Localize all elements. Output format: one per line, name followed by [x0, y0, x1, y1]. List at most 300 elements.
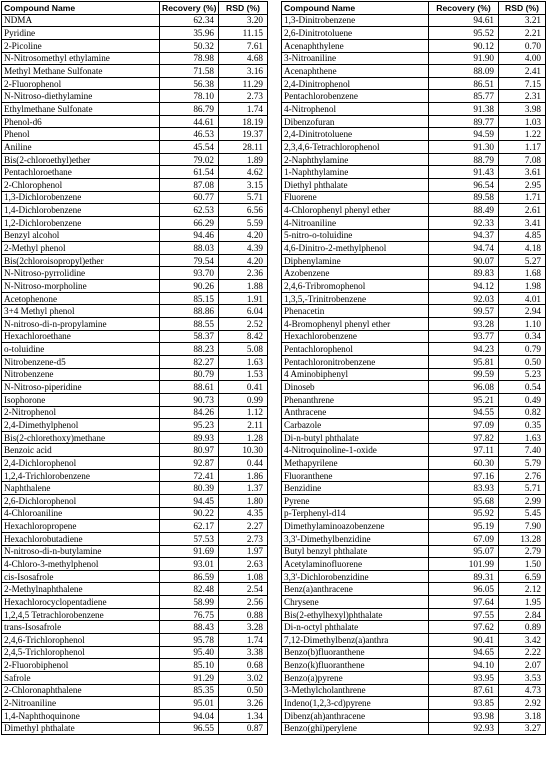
recovery-cell: 86.51: [429, 77, 499, 90]
table-row: [2, 709, 268, 722]
recovery-cell: 88.03: [160, 242, 219, 255]
recovery-cell: 93.70: [160, 267, 219, 280]
rsd-cell: 3.21: [499, 14, 546, 27]
compound-name-cell: 3-Methylcholanthrene: [282, 684, 429, 697]
compound-name-cell: N-Nitroso-piperidine: [2, 381, 160, 394]
rsd-cell: 2.11: [219, 419, 268, 432]
table-row: [2, 355, 268, 368]
compound-name-cell: N-nitroso-di-n-butylamine: [2, 545, 160, 558]
table-row: [2, 621, 268, 634]
compound-name-cell: 2,4,6-Tribromophenol: [282, 280, 429, 293]
table-row: [282, 52, 546, 65]
table-row: [2, 229, 268, 242]
rsd-cell: 1.97: [219, 545, 268, 558]
table-row: [282, 532, 546, 545]
rsd-cell: 4.20: [219, 254, 268, 267]
recovery-cell: 91.43: [429, 166, 499, 179]
rsd-header: RSD (%): [219, 2, 268, 15]
table-row: [2, 52, 268, 65]
rsd-cell: 5.27: [499, 254, 546, 267]
recovery-cell: 90.73: [160, 393, 219, 406]
rsd-cell: 2.07: [499, 659, 546, 672]
rsd-cell: 5.08: [219, 343, 268, 356]
rsd-cell: 1.89: [219, 153, 268, 166]
compound-name-cell: Bis(2-chloroethyl)ether: [2, 153, 160, 166]
table-row: [2, 520, 268, 533]
recovery-cell: 91.38: [429, 103, 499, 116]
rsd-cell: 1.80: [219, 494, 268, 507]
recovery-cell: 97.55: [429, 608, 499, 621]
rsd-cell: 7.61: [219, 39, 268, 52]
rsd-cell: 3.02: [219, 671, 268, 684]
recovery-cell: 94.12: [429, 280, 499, 293]
rsd-cell: 1.03: [499, 115, 546, 128]
rsd-cell: 7.40: [499, 444, 546, 457]
compound-name-cell: Dibenz(ah)anthracene: [282, 709, 429, 722]
table-row: [282, 381, 546, 394]
recovery-cell: 88.61: [160, 381, 219, 394]
compound-name-cell: Ethylmethane Sulfonate: [2, 103, 160, 116]
compound-name-cell: trans-Isosafrole: [2, 621, 160, 634]
rsd-cell: 4.62: [219, 166, 268, 179]
rsd-cell: 0.88: [219, 608, 268, 621]
table-row: [2, 242, 268, 255]
compound-name-cell: 2-Naphthylamine: [282, 153, 429, 166]
table-row: [2, 558, 268, 571]
rsd-cell: 1.17: [499, 141, 546, 154]
recovery-cell: 93.95: [429, 671, 499, 684]
table-row: [2, 191, 268, 204]
table-row: [282, 494, 546, 507]
table-row: [2, 77, 268, 90]
recovery-cell: 97.82: [429, 431, 499, 444]
rsd-cell: 2.21: [499, 27, 546, 40]
table-row: [282, 634, 546, 647]
compound-name-cell: Nitrobenzene: [2, 368, 160, 381]
rsd-cell: 2.94: [499, 305, 546, 318]
compound-name-cell: Chrysene: [282, 596, 429, 609]
rsd-cell: 1.50: [499, 558, 546, 571]
left-table-body: [2, 14, 268, 735]
rsd-cell: 1.34: [219, 709, 268, 722]
table-row: [282, 431, 546, 444]
compound-name-cell: Bis(2chloroisopropyl)ether: [2, 254, 160, 267]
rsd-cell: 0.79: [499, 343, 546, 356]
table-row: [2, 482, 268, 495]
rsd-cell: 1.22: [499, 128, 546, 141]
recovery-cell: 95.92: [429, 507, 499, 520]
recovery-cell: 90.22: [160, 507, 219, 520]
compound-name-cell: 2,3,4,6-Tetrachlorophenol: [282, 141, 429, 154]
recovery-cell: 50.32: [160, 39, 219, 52]
table-row: [282, 608, 546, 621]
compound-name-cell: Phenol: [2, 128, 160, 141]
compound-name-cell: 5-nitro-o-toluidine: [282, 229, 429, 242]
compound-name-cell: Benzo(b)fluoranthene: [282, 646, 429, 659]
compound-name-cell: 2-Chlorophenol: [2, 178, 160, 191]
compound-name-cell: Benzo(ghi)perylene: [282, 722, 429, 735]
rsd-cell: 0.41: [219, 381, 268, 394]
table-row: [2, 431, 268, 444]
compound-name-cell: 3,3'-Dichlorobenzidine: [282, 570, 429, 583]
table-row: [282, 305, 546, 318]
recovery-cell: 61.54: [160, 166, 219, 179]
compound-name-header: Compound Name: [2, 2, 160, 15]
table-row: [2, 254, 268, 267]
recovery-cell: 62.34: [160, 14, 219, 27]
rsd-cell: 11.15: [219, 27, 268, 40]
compound-name-cell: 2,4-Dinitrotoluene: [282, 128, 429, 141]
rsd-cell: 2.12: [499, 583, 546, 596]
table-row: [282, 406, 546, 419]
compound-name-cell: 3-Nitroaniline: [282, 52, 429, 65]
recovery-cell: 90.26: [160, 280, 219, 293]
rsd-cell: 5.59: [219, 216, 268, 229]
table-row: [282, 27, 546, 40]
recovery-cell: 92.33: [429, 216, 499, 229]
recovery-cell: 71.58: [160, 65, 219, 78]
compound-name-cell: Pyrene: [282, 494, 429, 507]
table-row: [2, 330, 268, 343]
rsd-cell: 28.11: [219, 141, 268, 154]
recovery-cell: 94.59: [429, 128, 499, 141]
rsd-cell: 0.35: [499, 419, 546, 432]
recovery-cell: 87.08: [160, 178, 219, 191]
table-row: [2, 722, 268, 735]
compound-name-cell: Acenaphthylene: [282, 39, 429, 52]
table-row: [282, 697, 546, 710]
compound-name-cell: Acetylaminofluorene: [282, 558, 429, 571]
compound-name-cell: Benzo(a)pyrene: [282, 671, 429, 684]
recovery-cell: 96.55: [160, 722, 219, 735]
compound-name-cell: Azobenzene: [282, 267, 429, 280]
compound-name-cell: Isophorone: [2, 393, 160, 406]
rsd-cell: 2.79: [499, 545, 546, 558]
recovery-cell: 92.93: [429, 722, 499, 735]
table-row: [282, 242, 546, 255]
rsd-cell: 4.20: [219, 229, 268, 242]
table-row: [2, 393, 268, 406]
recovery-cell: 46.53: [160, 128, 219, 141]
table-row: [2, 267, 268, 280]
table-row: [2, 545, 268, 558]
recovery-cell: 89.83: [429, 267, 499, 280]
compound-name-cell: 2,6-Dichlorophenol: [2, 494, 160, 507]
recovery-cell: 94.46: [160, 229, 219, 242]
compound-name-cell: 4-Chlorophenyl phenyl ether: [282, 204, 429, 217]
table-row: [282, 343, 546, 356]
table-row: [2, 419, 268, 432]
rsd-cell: 5.71: [499, 482, 546, 495]
rsd-cell: 1.68: [499, 267, 546, 280]
table-row: [282, 280, 546, 293]
rsd-cell: 3.98: [499, 103, 546, 116]
table-row: [2, 204, 268, 217]
recovery-cell: 89.31: [429, 570, 499, 583]
table-row: [2, 608, 268, 621]
rsd-cell: 3.42: [499, 634, 546, 647]
table-row: [2, 507, 268, 520]
table-row: [282, 204, 546, 217]
compound-name-cell: Dibenzofuran: [282, 115, 429, 128]
recovery-cell: 76.75: [160, 608, 219, 621]
compound-name-cell: 2,4,6-Trichlorophenol: [2, 634, 160, 647]
rsd-cell: 6.59: [499, 570, 546, 583]
compound-name-cell: Benzo(k)fluoranthene: [282, 659, 429, 672]
recovery-cell: 79.54: [160, 254, 219, 267]
recovery-cell: 97.62: [429, 621, 499, 634]
table-row: [2, 596, 268, 609]
compound-name-cell: cis-Isosafrole: [2, 570, 160, 583]
table-row: [282, 646, 546, 659]
rsd-cell: 11.29: [219, 77, 268, 90]
recovery-cell: 95.07: [429, 545, 499, 558]
table-row: [282, 520, 546, 533]
recovery-cell: 58.99: [160, 596, 219, 609]
rsd-cell: 0.82: [499, 406, 546, 419]
table-row: [2, 697, 268, 710]
recovery-cell: 85.10: [160, 659, 219, 672]
compound-name-cell: 4-Nitroquinoline-1-oxide: [282, 444, 429, 457]
recovery-cell: 83.93: [429, 482, 499, 495]
recovery-cell: 85.77: [429, 90, 499, 103]
recovery-cell: 93.01: [160, 558, 219, 571]
rsd-cell: 1.28: [219, 431, 268, 444]
rsd-cell: 0.89: [499, 621, 546, 634]
recovery-cell: 97.11: [429, 444, 499, 457]
rsd-cell: 3.18: [499, 709, 546, 722]
recovery-cell: 62.53: [160, 204, 219, 217]
rsd-cell: 0.87: [219, 722, 268, 735]
recovery-table-left: [1, 1, 268, 735]
rsd-cell: 1.95: [499, 596, 546, 609]
table-row: [2, 141, 268, 154]
table-row: [282, 621, 546, 634]
compound-name-cell: 2-Fluorophenol: [2, 77, 160, 90]
recovery-cell: 93.28: [429, 318, 499, 331]
rsd-cell: 0.50: [219, 684, 268, 697]
rsd-header: RSD (%): [499, 2, 546, 15]
rsd-cell: 4.35: [219, 507, 268, 520]
compound-name-cell: 4-Nitrophenol: [282, 103, 429, 116]
compound-name-cell: Acenaphthene: [282, 65, 429, 78]
table-row: [282, 153, 546, 166]
recovery-cell: 66.29: [160, 216, 219, 229]
rsd-cell: 3.20: [219, 14, 268, 27]
rsd-cell: 3.28: [219, 621, 268, 634]
recovery-header: Recovery (%): [429, 2, 499, 15]
table-row: [282, 545, 546, 558]
recovery-cell: 95.68: [429, 494, 499, 507]
compound-name-cell: Bis(2-ethylhexyl)phthalate: [282, 608, 429, 621]
compound-name-cell: N-Nitrosomethyl ethylamine: [2, 52, 160, 65]
table-row: [282, 583, 546, 596]
recovery-cell: 96.54: [429, 178, 499, 191]
recovery-cell: 79.02: [160, 153, 219, 166]
table-row: [2, 634, 268, 647]
recovery-cell: 88.55: [160, 318, 219, 331]
recovery-cell: 45.54: [160, 141, 219, 154]
recovery-cell: 84.26: [160, 406, 219, 419]
recovery-cell: 62.17: [160, 520, 219, 533]
recovery-table-right: [281, 1, 546, 735]
rsd-cell: 3.16: [219, 65, 268, 78]
table-row: [282, 103, 546, 116]
table-row: [2, 90, 268, 103]
table-row: [2, 684, 268, 697]
rsd-cell: 13.28: [499, 532, 546, 545]
compound-name-cell: Acetophenone: [2, 292, 160, 305]
table-row: [282, 570, 546, 583]
table-row: [2, 671, 268, 684]
rsd-cell: 1.74: [219, 103, 268, 116]
table-row: [282, 39, 546, 52]
rsd-cell: 4.39: [219, 242, 268, 255]
compound-name-cell: Phenacetin: [282, 305, 429, 318]
table-row: [2, 178, 268, 191]
rsd-cell: 1.91: [219, 292, 268, 305]
table-row: [282, 659, 546, 672]
table-row: [282, 469, 546, 482]
recovery-cell: 80.97: [160, 444, 219, 457]
recovery-cell: 101.99: [429, 558, 499, 571]
table-row: [282, 65, 546, 78]
table-row: [2, 27, 268, 40]
compound-name-cell: 2-Picoline: [2, 39, 160, 52]
compound-name-cell: Benz(a)anthracene: [282, 583, 429, 596]
compound-name-cell: N-nitroso-di-n-propylamine: [2, 318, 160, 331]
table-row: [2, 406, 268, 419]
recovery-cell: 87.61: [429, 684, 499, 697]
table-row: [2, 103, 268, 116]
rsd-cell: 3.38: [219, 646, 268, 659]
rsd-cell: 2.92: [499, 697, 546, 710]
rsd-cell: 4.00: [499, 52, 546, 65]
compound-name-cell: Dimethylaminoazobenzene: [282, 520, 429, 533]
rsd-cell: 0.68: [219, 659, 268, 672]
compound-name-cell: Benzidine: [282, 482, 429, 495]
table-row: [282, 457, 546, 470]
compound-name-cell: 4-Chloroaniline: [2, 507, 160, 520]
compound-name-cell: 1,4-Naphthoquinone: [2, 709, 160, 722]
rsd-cell: 3.27: [499, 722, 546, 735]
recovery-cell: 72.41: [160, 469, 219, 482]
table-row: [2, 216, 268, 229]
recovery-cell: 88.49: [429, 204, 499, 217]
rsd-cell: 1.37: [219, 482, 268, 495]
compound-name-cell: 2-Chloronaphthalene: [2, 684, 160, 697]
compound-name-cell: 2-Fluorobiphenol: [2, 659, 160, 672]
rsd-cell: 4.73: [499, 684, 546, 697]
table-row: [282, 141, 546, 154]
recovery-cell: 82.27: [160, 355, 219, 368]
recovery-cell: 86.79: [160, 103, 219, 116]
rsd-cell: 2.56: [219, 596, 268, 609]
rsd-cell: 0.70: [499, 39, 546, 52]
recovery-cell: 97.16: [429, 469, 499, 482]
compound-name-cell: 2-Methyl phenol: [2, 242, 160, 255]
recovery-cell: 94.04: [160, 709, 219, 722]
rsd-cell: 1.88: [219, 280, 268, 293]
compound-name-cell: Carbazole: [282, 419, 429, 432]
rsd-cell: 1.98: [499, 280, 546, 293]
rsd-cell: 7.08: [499, 153, 546, 166]
recovery-cell: 88.43: [160, 621, 219, 634]
recovery-cell: 93.85: [429, 697, 499, 710]
recovery-cell: 97.64: [429, 596, 499, 609]
table-row: [2, 532, 268, 545]
compound-name-cell: Benzoic acid: [2, 444, 160, 457]
recovery-cell: 90.07: [429, 254, 499, 267]
recovery-cell: 90.12: [429, 39, 499, 52]
rsd-cell: 0.34: [499, 330, 546, 343]
rsd-cell: 3.61: [499, 166, 546, 179]
compound-name-cell: 2-Nitroaniline: [2, 697, 160, 710]
rsd-cell: 2.22: [499, 646, 546, 659]
compound-name-cell: 1-Naphthylamine: [282, 166, 429, 179]
compound-name-cell: Hexachlorobutadiene: [2, 532, 160, 545]
recovery-cell: 91.69: [160, 545, 219, 558]
rsd-cell: 2.84: [499, 608, 546, 621]
table-row: [2, 343, 268, 356]
rsd-cell: 0.54: [499, 381, 546, 394]
recovery-cell: 95.21: [429, 393, 499, 406]
compound-name-cell: Fluorene: [282, 191, 429, 204]
compound-name-cell: Methapyrilene: [282, 457, 429, 470]
compound-name-cell: 4-Bromophenyl phenyl ether: [282, 318, 429, 331]
table-row: [2, 583, 268, 596]
recovery-cell: 93.77: [429, 330, 499, 343]
rsd-cell: 2.99: [499, 494, 546, 507]
table-row: [282, 722, 546, 735]
recovery-cell: 80.79: [160, 368, 219, 381]
rsd-cell: 2.52: [219, 318, 268, 331]
table-row: [282, 318, 546, 331]
table-row: [282, 368, 546, 381]
recovery-cell: 99.57: [429, 305, 499, 318]
recovery-cell: 91.90: [429, 52, 499, 65]
compound-name-cell: Pentachlorobenzene: [282, 90, 429, 103]
compound-name-cell: Bis(2-chlorethoxy)methane: [2, 431, 160, 444]
rsd-cell: 8.42: [219, 330, 268, 343]
recovery-cell: 94.74: [429, 242, 499, 255]
recovery-cell: 88.23: [160, 343, 219, 356]
rsd-cell: 6.56: [219, 204, 268, 217]
rsd-cell: 3.15: [219, 178, 268, 191]
recovery-cell: 94.45: [160, 494, 219, 507]
table-row: [2, 368, 268, 381]
recovery-cell: 56.38: [160, 77, 219, 90]
compound-name-cell: 7,12-Dimethylbenz(a)anthra: [282, 634, 429, 647]
table-row: [282, 191, 546, 204]
rsd-cell: 1.10: [499, 318, 546, 331]
rsd-cell: 2.95: [499, 178, 546, 191]
compound-name-cell: 1,2-Dichlorobenzene: [2, 216, 160, 229]
recovery-cell: 78.98: [160, 52, 219, 65]
rsd-cell: 1.74: [219, 634, 268, 647]
rsd-cell: 6.04: [219, 305, 268, 318]
table-row: [282, 671, 546, 684]
table-row: [2, 39, 268, 52]
rsd-cell: 2.54: [219, 583, 268, 596]
table-row: [2, 469, 268, 482]
rsd-cell: 4.85: [499, 229, 546, 242]
rsd-cell: 1.86: [219, 469, 268, 482]
table-row: [2, 457, 268, 470]
compound-name-cell: 2,4-Dichlorophenol: [2, 457, 160, 470]
recovery-cell: 80.39: [160, 482, 219, 495]
compound-name-header: Compound Name: [282, 2, 429, 15]
